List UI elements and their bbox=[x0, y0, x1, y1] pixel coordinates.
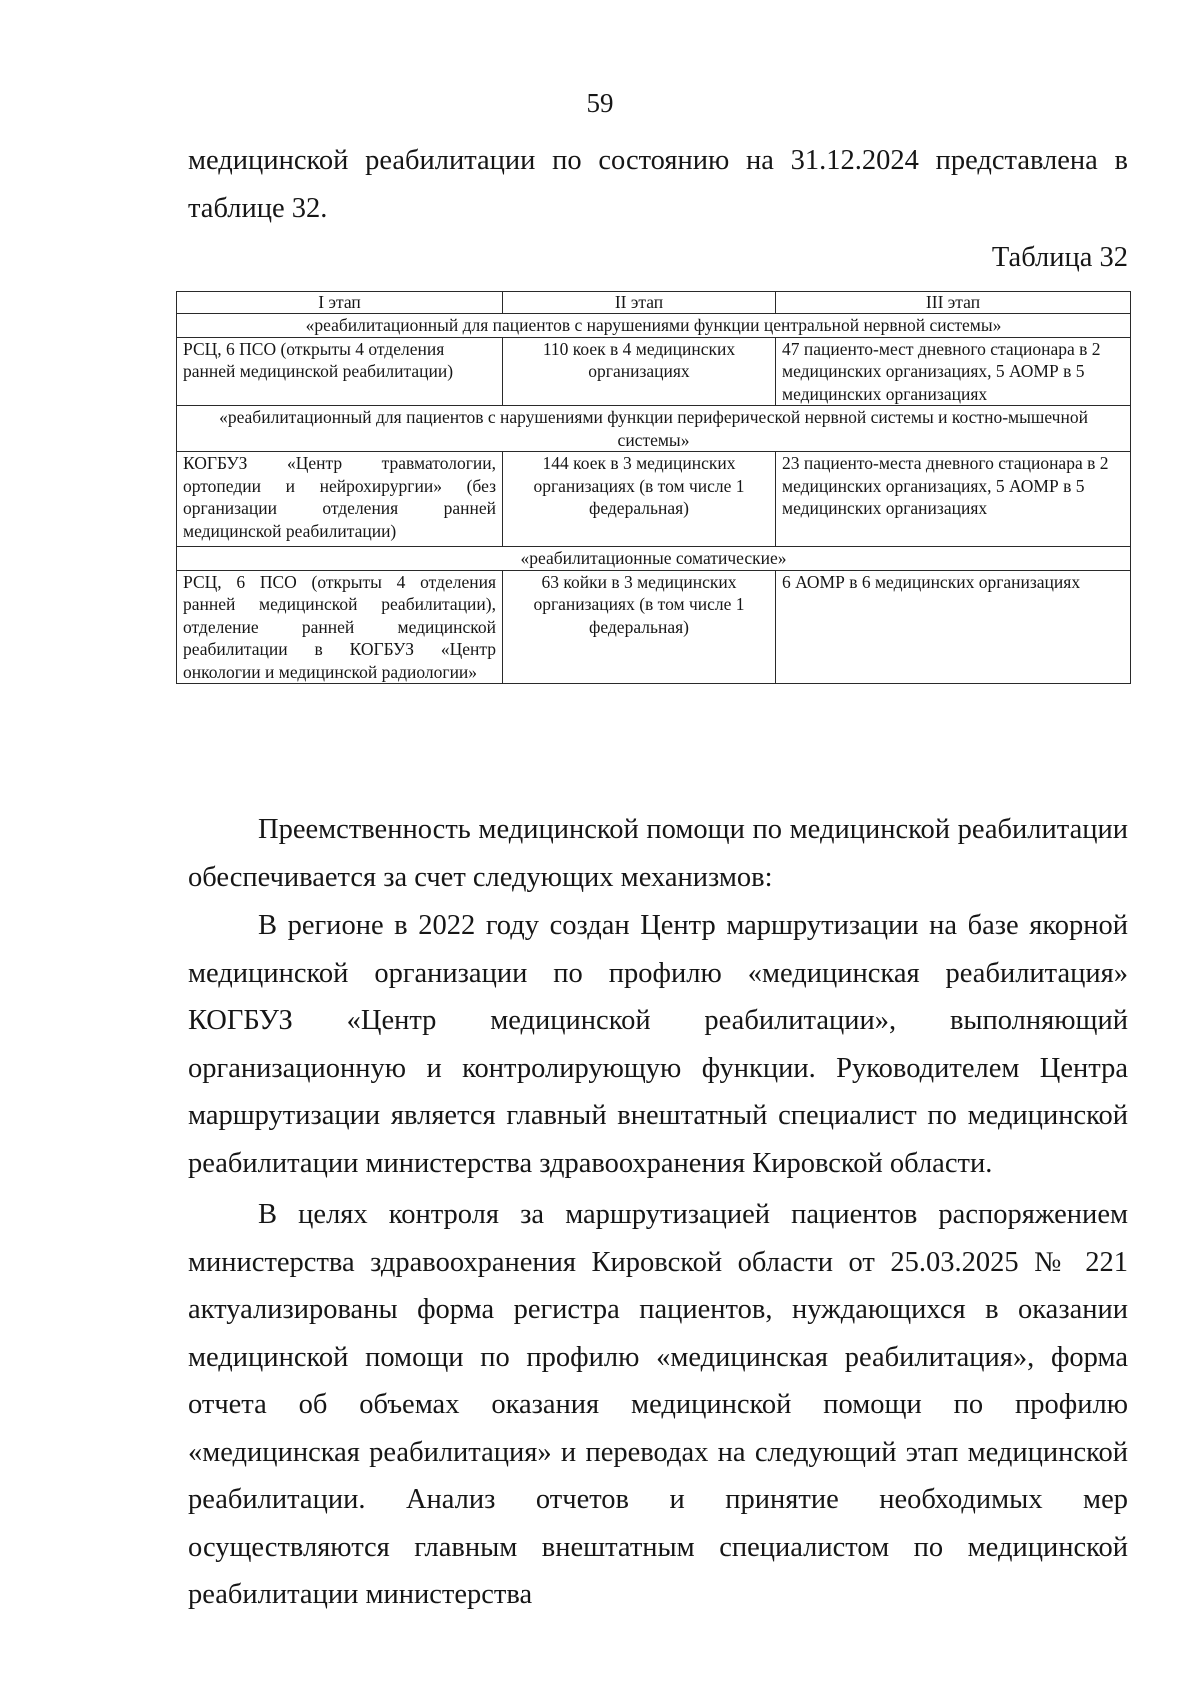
body-paragraph: В регионе в 2022 году создан Центр маршрутизации на базе якорной медицинской организации по профилю «медицинская реабилитация» КОГБУЗ «Центр медицинской реабилитации», выполняющий организационную и контролирующую функции. Руководителем Центра маршрутизации является главный внештатный специалист по медицинской реабилитации министерства здравоохранения Кировской области. bbox=[188, 910, 1128, 1179]
cell-stage-3: 23 пациенто-места дневного стационара в 2 медицинских организациях, 5 АОМР в 5 медицинских организациях bbox=[776, 452, 1131, 547]
body-paragraph: Преемственность медицинской помощи по медицинской реабилитации обеспечивается за счет следующих механизмов: bbox=[188, 814, 1128, 893]
page-number: 59 bbox=[586, 88, 614, 118]
rehab-stages-table bbox=[176, 291, 1131, 684]
header-stage-3: III этап bbox=[776, 292, 1131, 314]
table-caption: Таблица 32 bbox=[991, 242, 1128, 273]
table-row bbox=[177, 570, 1131, 684]
section-title-row bbox=[177, 314, 1131, 338]
table-header-row bbox=[177, 292, 1131, 314]
header-stage-1: I этап bbox=[177, 292, 503, 314]
cell-stage-1: КОГБУЗ «Центр травматологии, ортопедии и нейрохирургии» (без организации отделения ранней медицинской реабилитации) bbox=[177, 452, 503, 547]
section-title-pns-msk: «реабилитационный для пациентов с нарушениями функции периферической нервной системы и костно-мышечной системы» bbox=[177, 406, 1131, 452]
table-row bbox=[177, 452, 1131, 547]
section-title-row bbox=[177, 547, 1131, 571]
cell-stage-3: 6 АОМР в 6 медицинских организациях bbox=[776, 570, 1131, 684]
section-title-somatic: «реабилитационные соматические» bbox=[177, 547, 1131, 571]
header-stage-2: II этап bbox=[503, 292, 776, 314]
section-title-row bbox=[177, 406, 1131, 452]
cell-stage-2: 144 коек в 3 медицинских организациях (в том числе 1 федеральная) bbox=[503, 452, 776, 547]
cell-stage-1: РСЦ, 6 ПСО (открыты 4 отделения ранней медицинской реабилитации) bbox=[177, 337, 503, 406]
cell-stage-1: РСЦ, 6 ПСО (открыты 4 отделения ранней медицинской реабилитации), отделение ранней медицинской реабилитации в КОГБУЗ «Центр онкологии и медицинской радиологии» bbox=[177, 570, 503, 684]
section-title-cns: «реабилитационный для пациентов с нарушениями функции центральной нервной системы» bbox=[177, 314, 1131, 338]
cell-stage-2: 63 койки в 3 медицинских организациях (в том числе 1 федеральная) bbox=[503, 570, 776, 684]
cell-stage-2: 110 коек в 4 медицинских организациях bbox=[503, 337, 776, 406]
table-row bbox=[177, 337, 1131, 406]
body-paragraph: В целях контроля за маршрутизацией пациентов распоряжением министерства здравоохранения Кировской области от 25.03.2025 № 221 актуализированы форма регистра пациентов, нуждающихся в оказании медицинской помощи по профилю «медицинская реабилитация», форма отчета об объемах оказания медицинской помощи по профилю «медицинская реабилитация» и переводах на следующий этап медицинской реабилитации. Анализ отчетов и принятие необходимых мер осуществляются главным внештатным специалистом по медицинской реабилитации министерства bbox=[188, 1199, 1128, 1610]
intro-paragraph: медицинской реабилитации по состоянию на 31.12.2024 представлена в таблице 32. bbox=[188, 145, 1128, 224]
cell-stage-3: 47 пациенто-мест дневного стационара в 2 медицинских организациях, 5 АОМР в 5 медицинских организациях bbox=[776, 337, 1131, 406]
